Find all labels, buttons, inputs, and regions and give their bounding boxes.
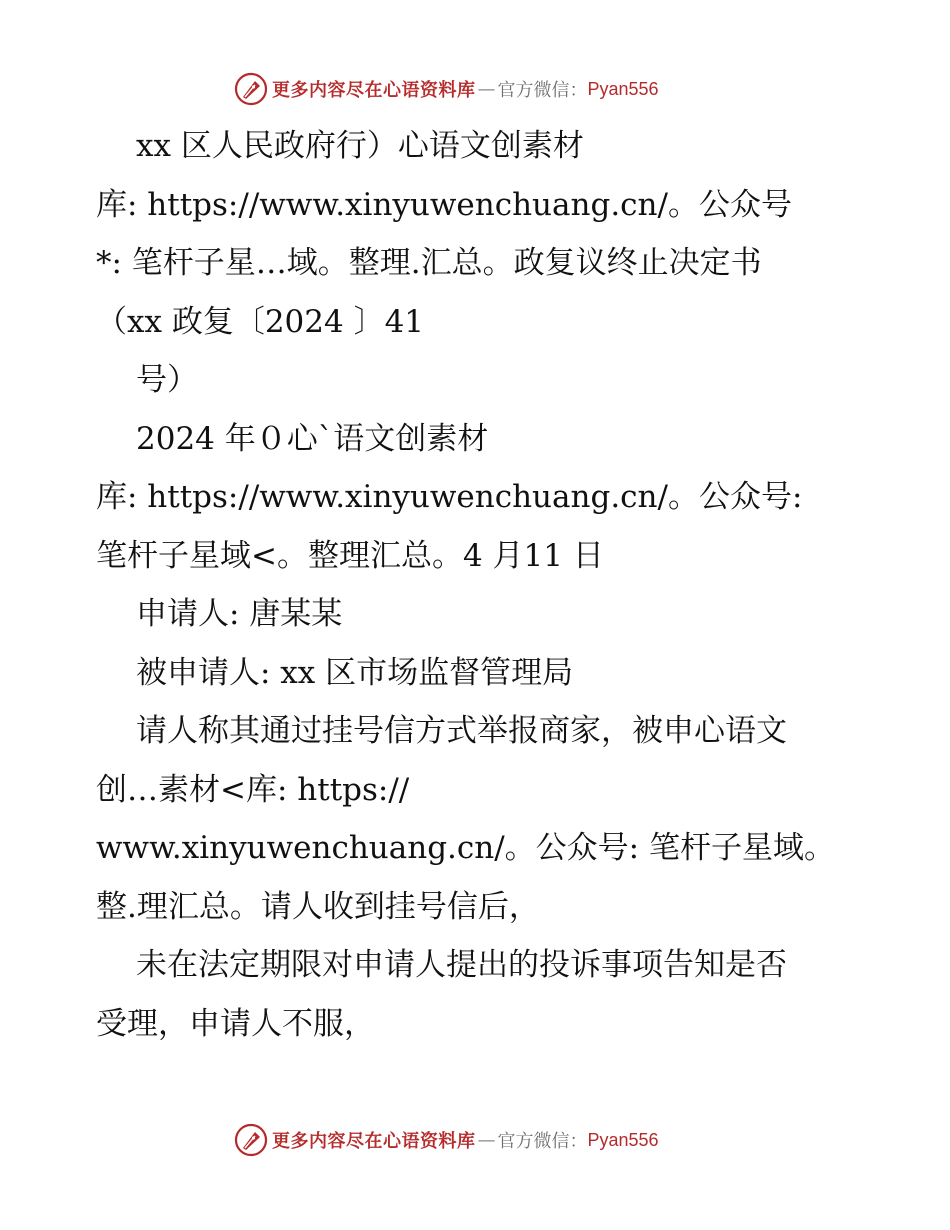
text-line: 受理，申请人不服， <box>96 1005 375 1042</box>
text-line: www.xinyuwenchuang.cn/。公众号: 笔杆子星域。 <box>96 830 835 866</box>
respondent-line: 被申请人: xx 区市场监督管理局 <box>136 654 574 691</box>
footer-separator: — <box>477 1129 496 1151</box>
text-line: 请人称其通过挂号信方式举报商家，被申心语文 <box>136 713 787 749</box>
text-line: xx 区人民政府行）心语文创素材 <box>136 128 584 164</box>
text-line: 库: https://www.xinyuwenchuang.cn/。公众号 <box>96 186 792 223</box>
text-line: 2024 年０心`语文创素材 <box>136 420 489 457</box>
text-line: 笔杆子星域<。整理汇总。4 月11 日 <box>96 537 604 574</box>
pen-nib-icon <box>234 1123 268 1157</box>
text-line: （xx 政复〔2024 〕41 <box>96 303 425 340</box>
pen-nib-icon <box>234 72 268 106</box>
header-banner <box>234 72 659 106</box>
text-line: 创…素材<库: https:// <box>96 771 410 808</box>
header-separator: — <box>477 78 496 100</box>
footer-brand-text: 更多内容尽在心语资料库 <box>272 1131 476 1152</box>
text-line: 号） <box>136 362 198 398</box>
applicant-line: 申请人: 唐某某 <box>136 596 343 632</box>
header-brand-text: 更多内容尽在心语资料库 <box>272 80 476 101</box>
footer-wechat-label: 官方微信： <box>497 1131 588 1152</box>
text-line: 库: https://www.xinyuwenchuang.cn/。公众号: <box>96 479 803 515</box>
header-wechat-id: Pyan556 <box>587 78 659 99</box>
text-line: 整.理汇总。请人收到挂号信后， <box>96 888 540 925</box>
document-body <box>96 117 866 1053</box>
header-wechat-label: 官方微信： <box>497 80 588 101</box>
text-line: 未在法定期限对申请人提出的投诉事项告知是否 <box>136 947 787 983</box>
footer-banner <box>234 1123 659 1157</box>
footer-wechat-id: Pyan556 <box>587 1129 659 1150</box>
text-line: *: 笔杆子星…域。整理.汇总。政复议终止决定书 <box>96 245 762 281</box>
